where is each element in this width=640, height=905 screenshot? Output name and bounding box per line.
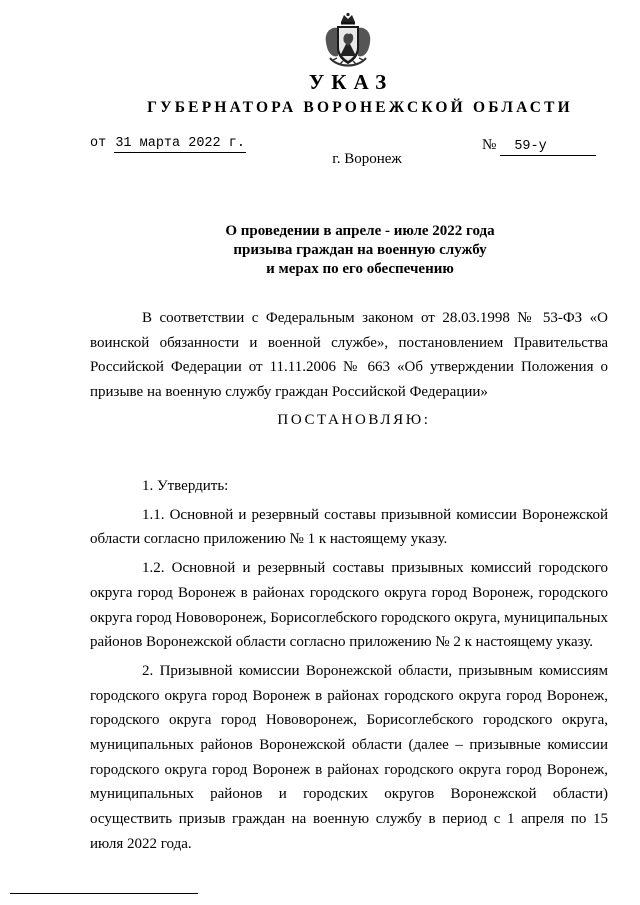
preamble-paragraph: В соответствии с Федеральным законом от 28.03.1998 № 53-ФЗ «О воинской обязанности и военной службе», постановлением Правительства Российской Федерации от 11.11.2006 № 663 «Об утверждении Положения о призыве на военную службу граждан Российской Федерации» — [90, 310, 608, 401]
paragraph-1-1: 1.1. Основной и резервный составы призывной комиссии Воронежской области согласно приложению № 1 к настоящему указу. — [90, 506, 608, 548]
document-body — [90, 474, 608, 857]
subject-line-1: О проведении в апреле - июле 2022 года — [225, 223, 495, 239]
resolve-heading: ПОСТАНОВЛЯЮ: — [277, 412, 431, 428]
date-prefix: от — [90, 136, 107, 151]
subject-line-2: призыва граждан на военную службу — [233, 242, 487, 258]
paragraph-1-2: 1.2. Основной и резервный составы призывных комиссий городского округа город Воронеж в районах городского округа город Воронеж, городского округа город Нововоронеж, Борисоглебского городского округа, муниципальных районов Воронежской области согласно приложению № 2 к настоящему указу. — [90, 560, 608, 651]
issue-city: г. Воронеж — [332, 151, 402, 167]
document-title: УКАЗ — [308, 70, 394, 94]
subject-line-3: и мерах по его обеспечению — [266, 261, 454, 277]
coat-of-arms-emblem-icon — [322, 12, 374, 68]
paragraph-1: 1. Утвердить: — [142, 478, 229, 494]
document-subject — [0, 222, 640, 279]
number-value: 59-у — [500, 139, 596, 156]
footer-divider — [10, 893, 198, 894]
paragraph-2: 2. Призывной комиссии Воронежской области, призывным комиссиям городского округа город Воронеж в районах городского округа город Воронеж, городского округа город Нововоронеж, Борисоглебского городского округа, муниципальных районов Воронежской области (далее – призывные комиссии городского округа город Воронеж в районах городского округа город Воронеж, муниципальных районов и городских округов Воронежской области) осуществить призыв граждан на военную службу в период с 1 апреля по 15 июля 2022 года. — [90, 662, 608, 852]
date-value: 31 марта 2022 г. — [115, 136, 245, 151]
document-issuer: ГУБЕРНАТОРА ВОРОНЕЖСКОЙ ОБЛАСТИ — [147, 99, 573, 116]
number-label: № — [482, 137, 497, 153]
